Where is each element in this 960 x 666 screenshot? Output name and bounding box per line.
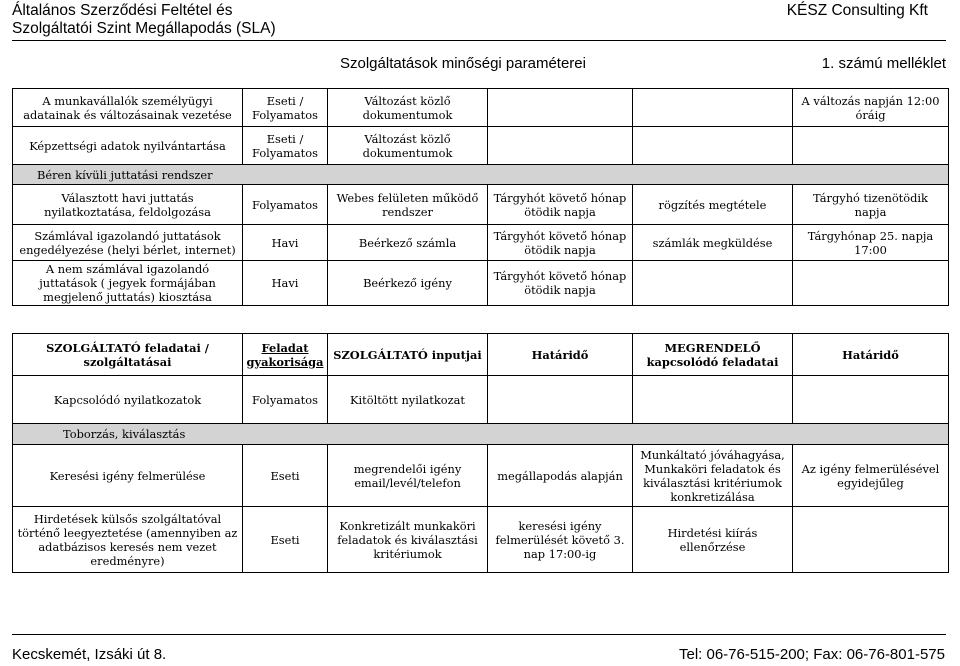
annex-label: 1. számú melléklet bbox=[821, 55, 946, 72]
table-row bbox=[13, 261, 949, 306]
table-cell: Kitöltött nyilatkozat bbox=[328, 376, 488, 424]
footer-address: Kecskemét, Izsáki út 8. bbox=[12, 646, 167, 663]
table-cell: Változást közlő dokumentumok bbox=[328, 89, 488, 127]
table-cell bbox=[633, 127, 793, 165]
section-title: Béren kívüli juttatási rendszer bbox=[13, 165, 949, 185]
column-header: Határidő bbox=[488, 334, 633, 376]
table-cell: Eseti / Folyamatos bbox=[243, 89, 328, 127]
document-header-title bbox=[12, 2, 276, 38]
table-cell bbox=[793, 376, 949, 424]
table-cell: Változást közlő dokumentumok bbox=[328, 127, 488, 165]
table-cell bbox=[633, 261, 793, 306]
table-cell: Folyamatos bbox=[243, 185, 328, 225]
column-header: SZOLGÁLTATÓ feladatai / szolgáltatásai bbox=[13, 334, 243, 376]
table-cell: Választott havi juttatás nyilatkoztatása, feldolgozása bbox=[13, 185, 243, 225]
table-cell bbox=[793, 127, 949, 165]
table-row bbox=[13, 376, 949, 424]
table-cell: Havi bbox=[243, 261, 328, 306]
header-title-line2: Szolgáltatói Szint Megállapodás (SLA) bbox=[12, 20, 276, 37]
table-cell bbox=[488, 127, 633, 165]
column-header: Feladat gyakorisága bbox=[243, 334, 328, 376]
table-cell: Az igény felmerülésével egyidejűleg bbox=[793, 445, 949, 507]
section-row bbox=[13, 424, 949, 445]
header-company: KÉSZ Consulting Kft bbox=[786, 2, 928, 19]
table-cell: A munkavállalók személyügyi adatainak és változásainak vezetése bbox=[13, 89, 243, 127]
table-cell: megrendelői igény email/levél/telefon bbox=[328, 445, 488, 507]
table-cell: Tárgyhót követő hónap ötödik napja bbox=[488, 185, 633, 225]
table-cell: Munkáltató jóváhagyása, Munkaköri feladatok és kiválasztási kritériumok konkretizálása bbox=[633, 445, 793, 507]
table-cell: A nem számlával igazolandó juttatások ( jegyek formájában megjelenő juttatás) kiosztása bbox=[13, 261, 243, 306]
table-cell: rögzítés megtétele bbox=[633, 185, 793, 225]
table-row bbox=[13, 445, 949, 507]
table-cell: keresési igény felmerülését követő 3. nap 17:00-ig bbox=[488, 507, 633, 573]
table-cell: Tárgyhónap 25. napja 17:00 bbox=[793, 225, 949, 261]
column-header: Határidő bbox=[793, 334, 949, 376]
table-cell: Tárgyhót követő hónap ötödik napja bbox=[488, 225, 633, 261]
section-title: Toborzás, kiválasztás bbox=[13, 424, 949, 445]
table-cell: Tárgyhót követő hónap ötödik napja bbox=[488, 261, 633, 306]
table-cell bbox=[488, 376, 633, 424]
table-cell: Számlával igazolandó juttatások engedélyezése (helyi bérlet, internet) bbox=[13, 225, 243, 261]
table-row bbox=[13, 185, 949, 225]
column-header: SZOLGÁLTATÓ inputjai bbox=[328, 334, 488, 376]
table-cell: Folyamatos bbox=[243, 376, 328, 424]
footer-contact: Tel: 06-76-515-200; Fax: 06-76-801-575 bbox=[678, 646, 945, 663]
table-cell: Beérkező számla bbox=[328, 225, 488, 261]
table-cell: Kapcsolódó nyilatkozatok bbox=[13, 376, 243, 424]
page-subtitle: Szolgáltatások minőségi paraméterei bbox=[340, 55, 586, 72]
table-cell: Képzettségi adatok nyilvántartása bbox=[13, 127, 243, 165]
table-cell: Beérkező igény bbox=[328, 261, 488, 306]
table-row bbox=[13, 225, 949, 261]
section-row bbox=[13, 165, 949, 185]
table-cell: Hirdetési kiírás ellenőrzése bbox=[633, 507, 793, 573]
header-title-line1: Általános Szerződési Feltétel és bbox=[12, 2, 233, 19]
table-cell bbox=[793, 261, 949, 306]
table-cell: Webes felületen működő rendszer bbox=[328, 185, 488, 225]
table-cell bbox=[633, 376, 793, 424]
recruitment-table bbox=[12, 333, 949, 573]
table-cell bbox=[488, 89, 633, 127]
table-cell: számlák megküldése bbox=[633, 225, 793, 261]
table-cell: Hirdetések külsős szolgáltatóval történő leegyeztetése (amennyiben az adatbázisos keresés nem vezet eredményre) bbox=[13, 507, 243, 573]
table-row bbox=[13, 127, 949, 165]
table-cell: Eseti bbox=[243, 507, 328, 573]
table-cell bbox=[793, 507, 949, 573]
table-header-row bbox=[13, 334, 949, 376]
table-cell: Havi bbox=[243, 225, 328, 261]
footer-rule bbox=[12, 634, 946, 635]
quality-parameters-table bbox=[12, 88, 949, 306]
table-cell bbox=[633, 89, 793, 127]
table-row bbox=[13, 89, 949, 127]
table-cell: Eseti / Folyamatos bbox=[243, 127, 328, 165]
table-cell: Konkretizált munkaköri feladatok és kiválasztási kritériumok bbox=[328, 507, 488, 573]
header-rule bbox=[12, 40, 946, 41]
table-row bbox=[13, 507, 949, 573]
table-cell: megállapodás alapján bbox=[488, 445, 633, 507]
table-cell: Eseti bbox=[243, 445, 328, 507]
table-cell: Keresési igény felmerülése bbox=[13, 445, 243, 507]
table-cell: A változás napján 12:00 óráig bbox=[793, 89, 949, 127]
table-cell: Tárgyhó tizenötödik napja bbox=[793, 185, 949, 225]
column-header: MEGRENDELŐ kapcsolódó feladatai bbox=[633, 334, 793, 376]
